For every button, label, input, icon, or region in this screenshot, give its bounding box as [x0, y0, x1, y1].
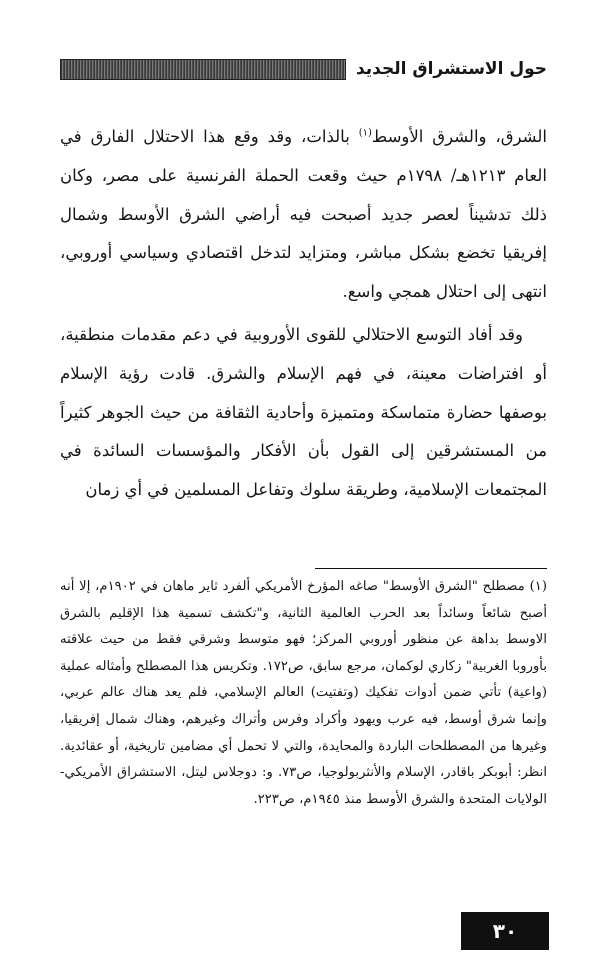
footnote-text: (١) مصطلح "الشرق الأوسط" صاغه المؤرخ الأمريكي ألفرد ثاير ماهان في ١٩٠٢م، إلا أنه أصبح شائعاً وسائداً بعد الحرب العالمية الثانية، و"تكشف تسمية هذا الإقليم بالشرق الاوسط بداهة عن منظور أوروبي المركز؛ فهو متوسط وشرقي فقط من حيث علاقته بأوروبا الغربية" زكاري لوكمان، مرجع سابق، ص١٧٢. وتكريس هذا المصطلح وأمثاله عملية (واعية) تأتي ضمن أدوات تفكيك (وتفتيت) العالم الإسلامي، فلم يعد هناك عالم عربي، وإنما شرق أوسط، فيه عرب ويهود وأكراد وفرس وأتراك وغيرهم، وهناك شمال إفريقيا، وغيرها من المصطلحات الباردة والمحايدة، والتي لا تحمل أي مضامين تاريخية، أو عقائدية. انظر: أبوبكر باقادر، الإسلام والأنثربولوجيا، ص٧٣. و: دوجلاس ليتل، الاستشراق الأمريكي-الولايات المتحدة والشرق الأوسط منذ ١٩٤٥م، ص٢٢٣. [60, 579, 547, 807]
running-header-title: حول الاستشراق الجديد [355, 59, 547, 79]
paragraph-1 [60, 118, 547, 312]
footnote-separator [315, 568, 547, 569]
paragraph-2: وقد أفاد التوسع الاحتلالي للقوى الأوروبية في دعم مقدمات منطقية، أو افتراضات معينة، في فهم الإسلام والشرق. قادت رؤية الإسلام بوصفها حضارة متماسكة ومتميزة وأحادية الثقافة من حيث الجوهر كثيراً من المستشرقين إلى القول بأن الأفكار والمؤسسات السائدة في المجتمعات الإسلامية، وطريقة سلوك وتفاعل المسلمين في أي زمان [60, 324, 547, 500]
footnote [60, 574, 547, 813]
page-number-label: ٣٠ [492, 919, 518, 943]
header-decorative-bar [60, 59, 346, 80]
paragraph-1-rest: بالذات، وقد وقع هذا الاحتلال الفارق في العام ١٢١٣هـ/ ١٧٩٨م حيث وقعت الحملة الفرنسية على مصر، وكان ذلك تدشيناً لعصر جديد أصبحت فيه أراضي الشرق الأوسط وشمال إفريقيا تخضع بشكل مباشر، ومتزايد لتدخل اقتصادي وسياسي أوروبي، انتهى إلى احتلال همجي واسع. [60, 127, 548, 302]
running-header [60, 58, 547, 80]
page-number [461, 912, 549, 950]
footnote-reference: (١) [358, 127, 372, 139]
main-text [60, 118, 547, 510]
paragraph-1-start: الشرق، والشرق الأوسط [371, 127, 547, 146]
